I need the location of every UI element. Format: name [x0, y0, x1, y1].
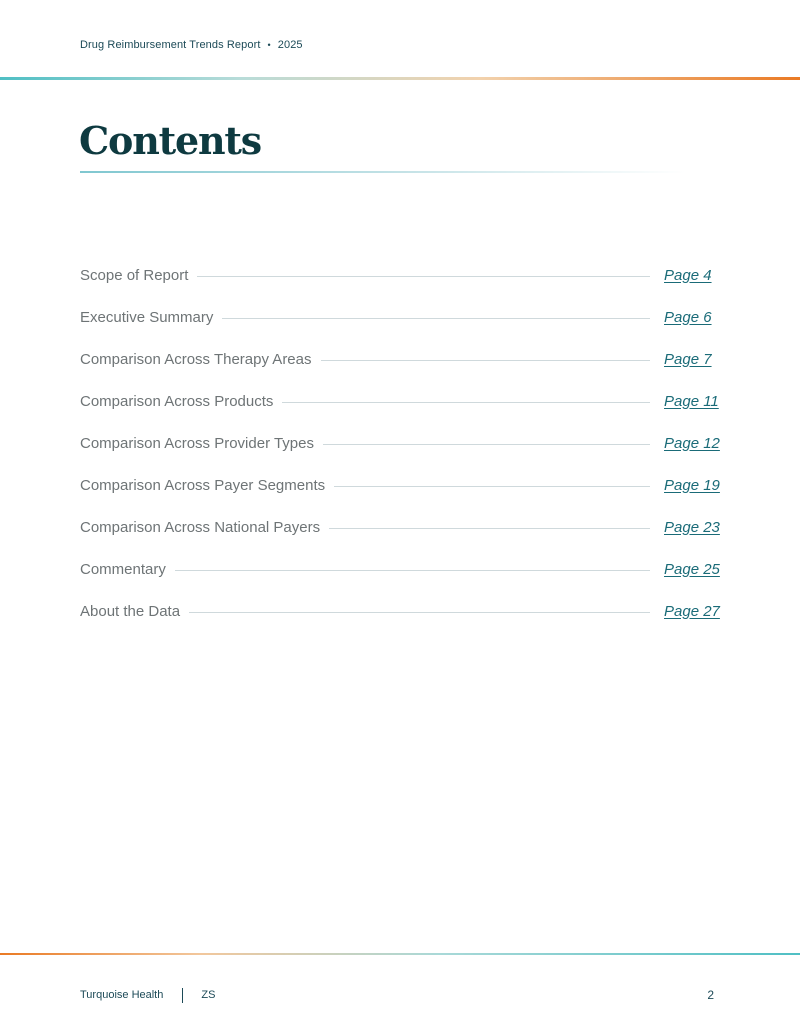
- toc-entry-label: Comparison Across Payer Segments: [80, 476, 326, 494]
- toc-page-link[interactable]: Page 19: [664, 476, 720, 494]
- toc-entry-executive-summary: [80, 296, 720, 338]
- toc-page-link[interactable]: Page 25: [664, 560, 720, 578]
- header-gradient-rule: [0, 77, 800, 80]
- toc-page-link[interactable]: Page 7: [664, 350, 712, 368]
- toc-page-link[interactable]: Page 23: [664, 518, 720, 536]
- toc-entry-label: Comparison Across National Payers: [80, 518, 321, 536]
- report-title: Drug Reimbursement Trends Report: [80, 39, 261, 51]
- toc-entry-provider-types: [80, 422, 720, 464]
- toc-entry-label: About the Data: [80, 602, 181, 620]
- toc-entry-label: Comparison Across Products: [80, 392, 274, 410]
- footer-org-turquoise-health: Turquoise Health: [80, 989, 164, 1001]
- toc-entry-label: Comparison Across Therapy Areas: [80, 350, 312, 368]
- toc-leader-line: [189, 612, 650, 613]
- toc-entry-scope-of-report: [80, 254, 720, 296]
- toc-entry-label: Commentary: [80, 560, 166, 578]
- footer-gradient-rule: [0, 953, 800, 955]
- toc-leader-line: [197, 276, 650, 277]
- footer-org-zs: ZS: [201, 989, 216, 1001]
- toc-entry-products: [80, 380, 720, 422]
- toc-entry-label: Executive Summary: [80, 308, 214, 326]
- toc-page-link[interactable]: Page 6: [664, 308, 712, 326]
- toc-leader-line: [175, 570, 650, 571]
- toc-entry-therapy-areas: [80, 338, 720, 380]
- running-header: [80, 39, 303, 51]
- toc-leader-line: [321, 360, 651, 361]
- report-year: 2025: [277, 39, 303, 51]
- toc-entry-label: Comparison Across Provider Types: [80, 434, 314, 452]
- toc-leader-line: [323, 444, 650, 445]
- toc-entry-national-payers: [80, 506, 720, 548]
- toc-entry-label: Scope of Report: [80, 266, 189, 284]
- toc-page-link[interactable]: Page 12: [664, 434, 720, 452]
- toc-leader-line: [329, 528, 650, 529]
- footer-divider: [182, 988, 183, 1003]
- running-footer: [80, 985, 714, 1005]
- toc-entry-about-the-data: [80, 590, 720, 632]
- toc-page-link[interactable]: Page 4: [664, 266, 712, 284]
- toc-page-link[interactable]: Page 11: [664, 392, 719, 410]
- title-underline-rule: [80, 171, 685, 173]
- toc-entry-payer-segments: [80, 464, 720, 506]
- toc-leader-line: [282, 402, 650, 403]
- toc-entry-commentary: [80, 548, 720, 590]
- toc-leader-line: [334, 486, 650, 487]
- page-title: Contents: [79, 118, 261, 163]
- toc-leader-line: [222, 318, 650, 319]
- toc-page-link[interactable]: Page 27: [664, 602, 720, 620]
- page-number: 2: [707, 988, 714, 1002]
- table-of-contents: [80, 254, 720, 632]
- header-separator: •: [267, 40, 271, 50]
